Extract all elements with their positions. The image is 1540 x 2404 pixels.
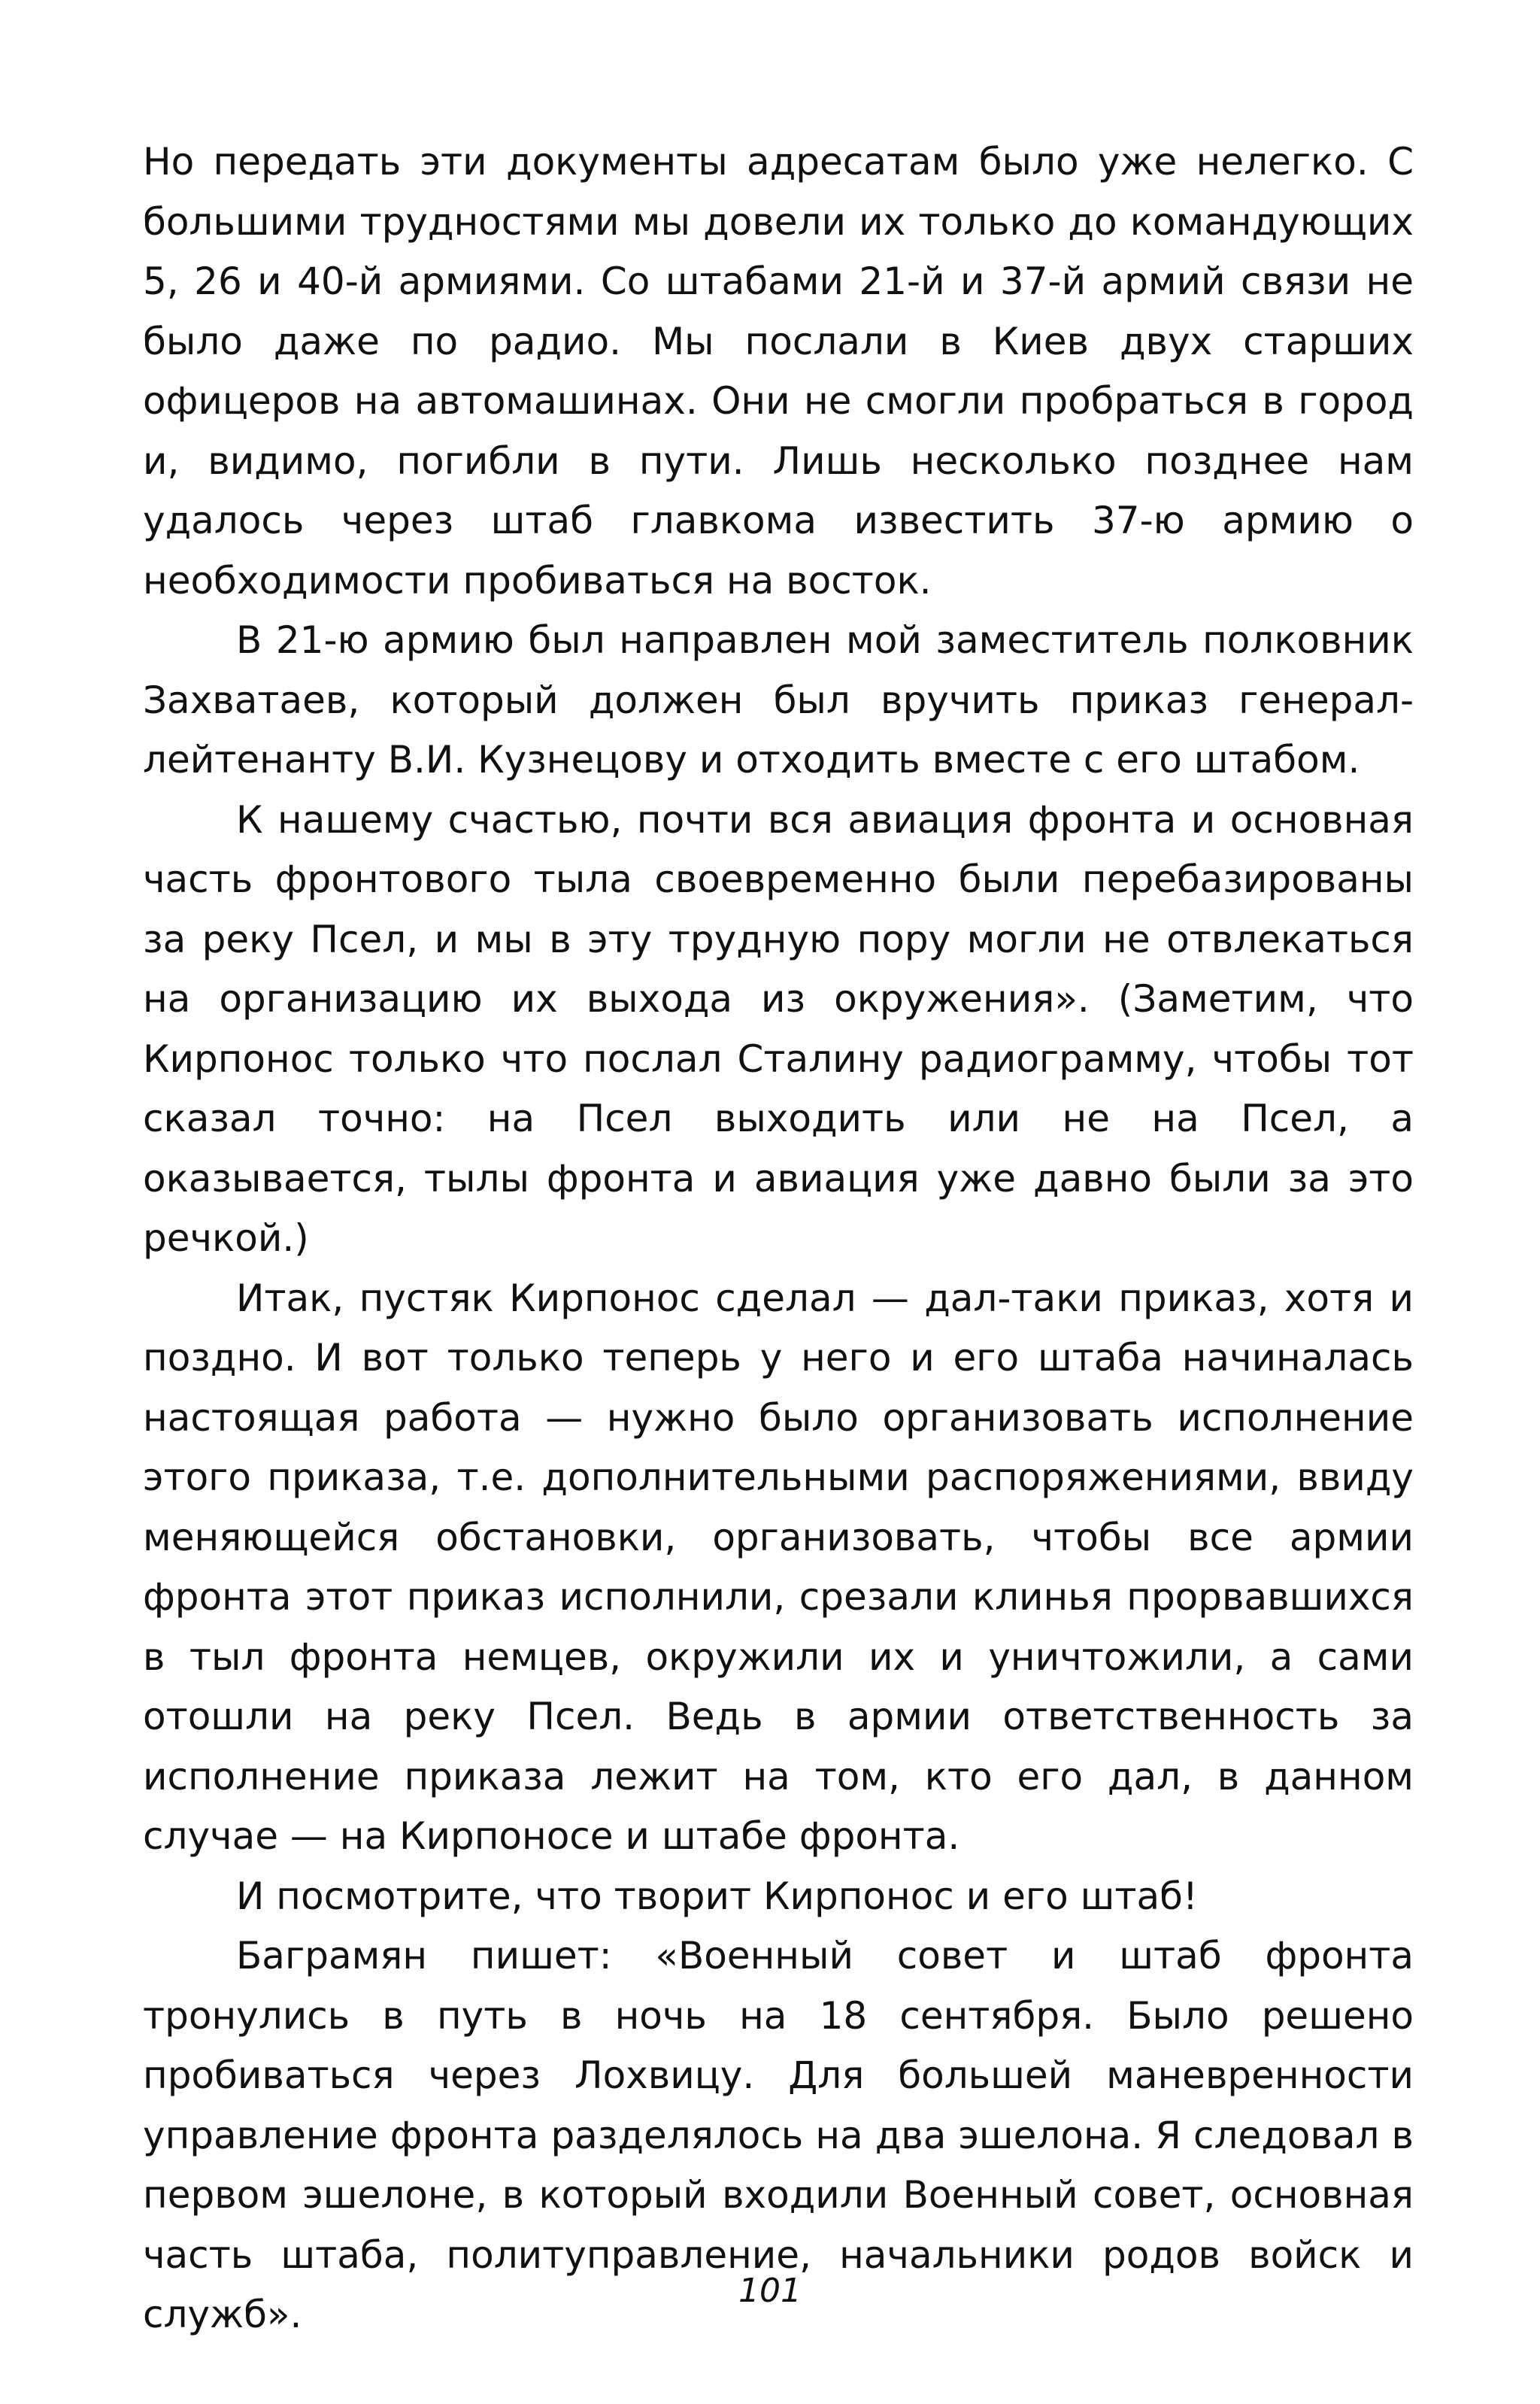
page-number: 101 xyxy=(738,2272,802,2310)
paragraph-2: В 21-ю армию был направлен мой заместитель полковник Захватаев, который должен был вручить приказ генерал-лейтенанту В.И. Кузнецову и отходить вместе с его штабом. xyxy=(143,618,1414,782)
paragraph-5: И посмотрите, что творит Кирпонос и его штаб! xyxy=(236,1874,1198,1918)
paragraph-4: Итак, пустяк Кирпонос сделал — дал-таки приказ, хотя и поздно. И вот только теперь у него и его штаба начиналась настоящая работа — нужно было организовать исполнение этого приказа, т.е. дополнительными распоряжениями, ввиду меняющейся обстановки, организовать, чтобы все армии фронта этот приказ исполнили, срезали клинья прорвавшихся в тыл фронта немцев, окружили их и уничтожили, а сами отошли на реку Псел. Ведь в армии ответственность за исполнение приказа лежит на том, кто его дал, в данном случае — на Кирпоносе и штабе фронта. xyxy=(143,1276,1414,1858)
paragraph-1: Но передать эти документы адресатам было уже нелегко. С большими трудностями мы довели их только до командующих 5, 26 и 40-й армиями. Со штабами 21-й и 37-й армий связи не было даже по радио. Мы послали в Киев двух старших офицеров на автомашинах. Они не смогли пробраться в город и, видимо, погибли в пути. Лишь несколько позднее нам удалось через штаб главкома известить 37-ю армию о необходимости пробиваться на восток. xyxy=(143,140,1414,603)
body-text xyxy=(143,132,1414,2345)
paragraph-6: Баграмян пишет: «Военный совет и штаб фронта тронулись в путь в ночь на 18 сентября. Было решено пробиваться через Лохвицу. Для большей маневренности управление фронта разделялось на два эшелона. Я следовал в первом эшелоне, в который входили Военный совет, основная часть штаба, политуправление, начальники родов войск и служб». xyxy=(143,1934,1414,2336)
paragraph-3: К нашему счастью, почти вся авиация фронта и основная часть фронтового тыла своевременно были перебазированы за реку Псел, и мы в эту трудную пору могли не отвлекаться на организацию их выхода из окружения». (Заметим, что Кирпонос только что послал Сталину радиограмму, чтобы тот сказал точно: на Псел выходить или не на Псел, а оказывается, тылы фронта и авиация уже давно были за это речкой.) xyxy=(143,797,1414,1260)
